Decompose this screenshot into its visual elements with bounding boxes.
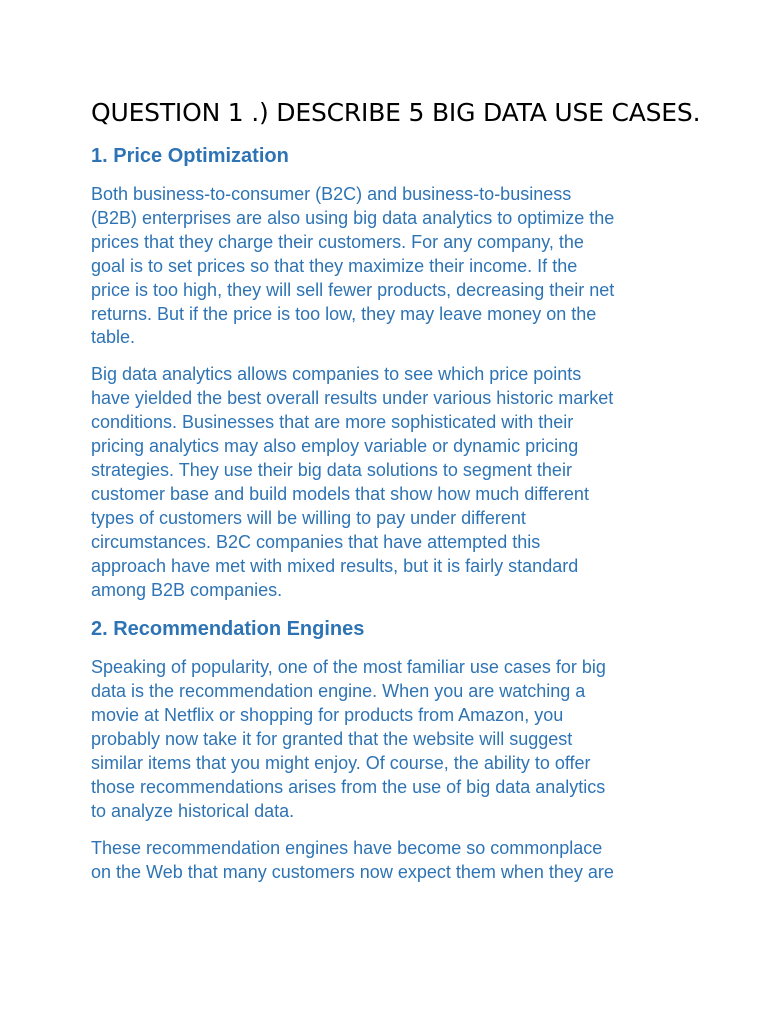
text-line: returns. But if the price is too low, they may leave money on the: [91, 303, 597, 324]
text-line: customer base and build models that show how much different: [91, 483, 589, 504]
text-line: Big data analytics allows companies to see which price points: [91, 364, 582, 385]
text-line: circumstances. B2C companies that have attempted this: [91, 531, 541, 552]
question-title: QUESTION 1 .) DESCRIBE 5 BIG DATA USE CASES.: [91, 98, 701, 127]
paragraph: [91, 656, 680, 823]
text-line: probably now take it for granted that the website will suggest: [91, 729, 573, 750]
text-line: types of customers will be willing to pay under different: [91, 507, 526, 528]
text-line: conditions. Businesses that are more sophisticated with their: [91, 412, 574, 433]
text-line: those recommendations arises from the use of big data analytics: [91, 776, 606, 797]
text-line: among B2B companies.: [91, 579, 283, 600]
text-line: similar items that you might enjoy. Of course, the ability to offer: [91, 753, 591, 774]
paragraph: [91, 363, 680, 602]
text-line: on the Web that many customers now expect them when they are: [91, 861, 614, 882]
section-heading-price-optimization: 1. Price Optimization: [91, 145, 289, 167]
text-line: movie at Netflix or shopping for products from Amazon, you: [91, 705, 564, 726]
paragraph: [91, 183, 680, 350]
text-line: Both business-to-consumer (B2C) and business-to-business: [91, 184, 572, 204]
text-line: strategies. They use their big data solutions to segment their: [91, 459, 572, 480]
text-line: to analyze historical data.: [91, 800, 295, 821]
text-line: prices that they charge their customers. For any company, the: [91, 231, 584, 252]
text-line: goal is to set prices so that they maximize their income. If the: [91, 255, 578, 276]
text-line: price is too high, they will sell fewer products, decreasing their net: [91, 279, 615, 300]
text-line: (B2B) enterprises are also using big data analytics to optimize the: [91, 207, 615, 228]
text-line: These recommendation engines have become so commonplace: [91, 837, 603, 858]
paragraph: [91, 837, 680, 885]
text-line: have yielded the best overall results under various historic market: [91, 388, 614, 409]
section-heading-recommendation-engines: 2. Recommendation Engines: [91, 618, 365, 641]
text-line: table.: [91, 327, 136, 348]
text-line: approach have met with mixed results, but it is fairly standard: [91, 555, 579, 576]
text-line: data is the recommendation engine. When you are watching a: [91, 681, 586, 702]
text-line: pricing analytics may also employ variable or dynamic pricing: [91, 436, 579, 457]
text-line: Speaking of popularity, one of the most familiar use cases for big: [91, 657, 606, 678]
